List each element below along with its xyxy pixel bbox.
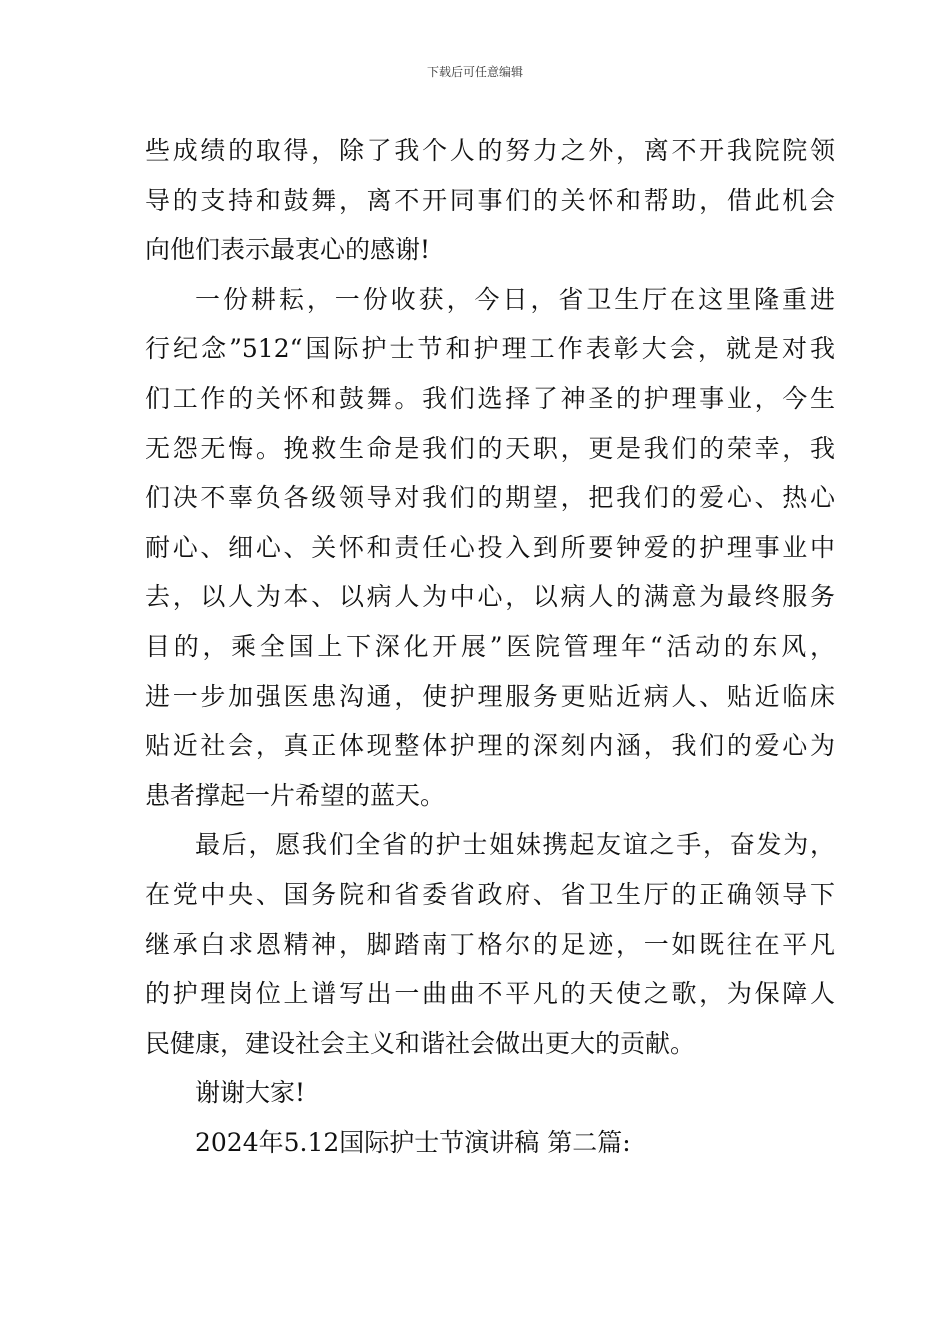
text-line: 一份耕耘，一份收获，今日，省卫生厅在这里隆重进: [195, 284, 835, 314]
text-line: 行纪念”512“国际护士节和护理工作表彰大会，就是对我: [145, 334, 835, 364]
text-line: 在党中央、国务院和省委省政府、省卫生厅的正确领导下: [145, 879, 835, 909]
section-heading: 2024年5.12国际护士节演讲稿 第二篇:: [195, 1127, 631, 1157]
text-line: 们工作的关怀和鼓舞。我们选择了神圣的护理事业，今生: [145, 383, 835, 413]
text-line: 民健康，建设社会主义和谐社会做出更大的贡献。: [145, 1028, 696, 1058]
text-line: 的护理岗位上谱写出一曲曲不平凡的天使之歌，为保障人: [145, 979, 835, 1009]
text-line: 谢谢大家!: [195, 1078, 306, 1108]
text-line: 继承白求恩精神，脚踏南丁格尔的足迹，一如既往在平凡: [145, 929, 835, 959]
text-line: 无怨无悔。挽救生命是我们的天职，更是我们的荣幸，我: [145, 433, 835, 463]
text-line: 耐心、细心、关怀和责任心投入到所要钟爱的护理事业中: [145, 532, 835, 562]
text-line: 最后，愿我们全省的护士姐妹携起友谊之手，奋发为，: [195, 830, 835, 860]
text-line: 目的，乘全国上下深化开展”医院管理年“活动的东风，: [145, 631, 835, 661]
text-line: 进一步加强医患沟通，使护理服务更贴近病人、贴近临床: [145, 681, 835, 711]
text-line: 导的支持和鼓舞，离不开同事们的关怀和帮助，借此机会: [145, 185, 835, 215]
text-line: 去，以人为本、以病人为中心，以病人的满意为最终服务: [145, 582, 835, 612]
text-line: 向他们表示最衷心的感谢!: [145, 235, 431, 265]
text-line: 些成绩的取得，除了我个人的努力之外，离不开我院院领: [145, 136, 835, 165]
page-header: 下载后可任意编辑: [426, 65, 523, 79]
document-body: [145, 126, 835, 1167]
text-line: 患者撑起一片希望的蓝天。: [145, 780, 446, 810]
text-line: 贴近社会，真正体现整体护理的深刻内涵，我们的爱心为: [145, 731, 835, 761]
text-line: 们决不辜负各级领导对我们的期望，把我们的爱心、热心: [145, 483, 835, 513]
